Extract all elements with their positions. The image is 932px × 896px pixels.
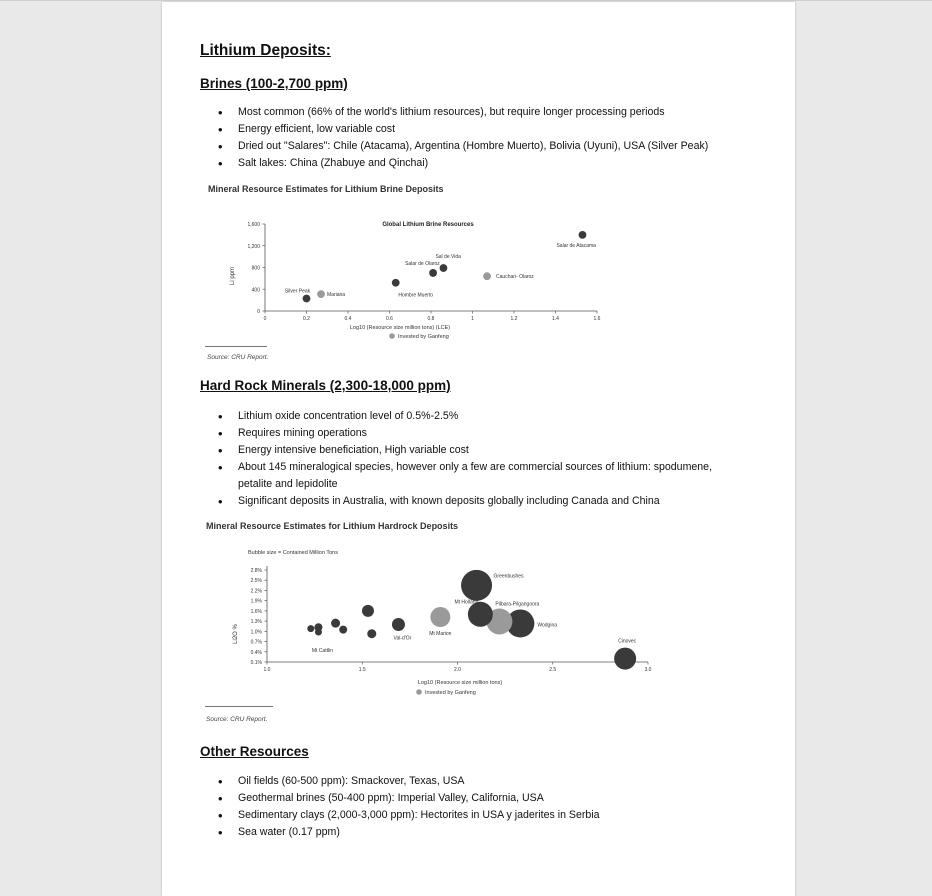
y-tick-label: 1.0%: [250, 629, 262, 636]
data-bubble: [315, 629, 322, 636]
data-label: Sal de Vida: [435, 254, 461, 261]
data-label: Silver Peak: [284, 288, 311, 295]
list-item: • Energy efficient, low variable cost: [200, 121, 708, 138]
y-axis-label: Li2O %: [233, 624, 239, 644]
y-tick-label: 1,200: [247, 243, 260, 250]
x-tick-label: 1.2: [510, 316, 518, 322]
y-tick-label: 1,600: [247, 222, 260, 228]
data-label: Pilbara-Pilgangoora: [495, 601, 540, 608]
window-top-border: [0, 0, 932, 1]
data-label: Hombre Muerto: [398, 292, 434, 299]
x-tick-label: 2.5: [549, 667, 557, 673]
data-bubble: [307, 625, 314, 632]
x-tick-label: 1.5: [358, 667, 366, 673]
data-point: [392, 279, 400, 287]
x-tick-label: 0: [263, 316, 267, 322]
data-label: Salar de Olaroz: [405, 260, 440, 267]
brines-bullet-list: [200, 104, 708, 172]
x-tick-label: 2.0: [454, 667, 461, 673]
other-bullet-list: [200, 773, 600, 841]
data-label: Mt Cattlin: [311, 648, 333, 655]
x-tick-label: 1.0: [263, 667, 271, 673]
hardrock-figure-title: Mineral Resource Estimates for Lithium Hardrock Deposits: [206, 521, 459, 531]
data-bubble: [430, 607, 450, 627]
list-item: • Salt lakes: China (Zhabuye and Qinchai): [200, 155, 708, 172]
data-label: Mt Marion: [429, 631, 452, 638]
x-tick-label: 1.4: [552, 316, 559, 322]
data-point: [303, 295, 311, 303]
list-item: • Lithium oxide concentration level of 0.5%-2.5%: [200, 408, 738, 425]
y-tick-label: 0.4%: [250, 649, 262, 656]
data-point: [579, 231, 587, 239]
chart-title: Global Lithium Brine Resources: [382, 222, 474, 228]
list-item: • Significant deposits in Australia, with known deposits globally including Canada and China: [200, 493, 738, 510]
x-tick-label: 1: [471, 316, 474, 322]
data-label: Mariana: [327, 292, 346, 299]
data-bubble: [392, 618, 405, 631]
legend-label: Invested by Ganfeng: [398, 334, 449, 340]
brine-figure-title: Mineral Resource Estimates for Lithium Brine Deposits: [208, 184, 444, 194]
y-axis-label: Li ppm: [230, 266, 236, 286]
data-point: [429, 269, 437, 277]
x-tick-label: 1.6: [593, 316, 601, 322]
y-tick-label: 0.1%: [250, 660, 262, 666]
data-bubble: [614, 648, 636, 670]
list-item: • Sea water (0.17 ppm): [200, 824, 600, 841]
data-label: Cinovec: [618, 638, 637, 645]
data-point: [483, 272, 491, 280]
hardrock-source-note: Source: CRU Report.: [206, 716, 268, 723]
y-tick-label: 1.3%: [250, 619, 262, 626]
x-tick-label: 3.0: [644, 667, 652, 673]
hardrock-bullet-list: [200, 408, 738, 510]
y-tick-label: 2.2%: [250, 588, 262, 595]
list-item: • Geothermal brines (50-400 ppm): Imperial Valley, California, USA: [200, 790, 600, 807]
x-tick-label: 0.4: [344, 316, 352, 322]
data-bubble: [367, 629, 376, 638]
legend-marker: [389, 333, 395, 339]
data-label: Mt Holland: [454, 599, 479, 606]
source-divider: [205, 706, 273, 707]
list-item: • Energy intensive beneficiation, High variable cost: [200, 442, 738, 459]
data-bubble: [339, 626, 347, 634]
list-item: • Requires mining operations: [200, 425, 738, 442]
data-label: Val-d'Or: [393, 635, 412, 642]
data-bubble: [461, 570, 492, 601]
y-tick-label: 1.9%: [250, 598, 262, 605]
y-tick-label: 1.6%: [250, 608, 262, 615]
hardrock-heading: Hard Rock Minerals (2,300-18,000 ppm): [200, 378, 451, 393]
x-axis-label: Log10 (Resource size million tons) (LCE): [349, 325, 451, 331]
source-divider: [205, 346, 267, 347]
data-label: Cauchari- Olaroz: [496, 274, 534, 281]
brine-source-note: Source: CRU Report.: [207, 354, 269, 361]
document-page: [162, 2, 795, 896]
y-tick-label: 0: [257, 309, 260, 315]
legend-marker: [416, 689, 422, 695]
data-label: Wodgina: [537, 622, 558, 629]
other-resources-heading: Other Resources: [200, 744, 309, 759]
data-bubble: [331, 619, 340, 628]
legend-label: Invested by Ganfeng: [425, 690, 476, 696]
brines-heading: Brines (100-2,700 ppm): [200, 76, 348, 91]
y-tick-label: 0.7%: [250, 639, 262, 646]
data-label: Salar de Atacama: [556, 242, 596, 249]
x-tick-label: 0.8: [427, 316, 435, 322]
y-tick-label: 400: [251, 287, 260, 294]
brine-scatter-chart: [220, 214, 610, 346]
x-tick-label: 0.2: [303, 316, 310, 322]
list-item: • Most common (66% of the world's lithium resources), but require longer processing periods: [200, 104, 708, 121]
list-item: • Sedimentary clays (2,000-3,000 ppm): Hectorites in USA y jaderites in Serbia: [200, 807, 600, 824]
hardrock-bubble-chart: [228, 544, 672, 704]
data-label: Greenbushes: [493, 573, 524, 580]
data-bubble: [362, 605, 374, 617]
y-tick-label: 2.5%: [250, 578, 262, 585]
y-tick-label: 800: [251, 265, 260, 272]
document-title: Lithium Deposits:: [200, 42, 331, 59]
list-item: • About 145 mineralogical species, however only a few are commercial sources of lithium: spodumene, petalite and lepidolite: [200, 459, 738, 493]
data-bubble: [468, 602, 493, 627]
chart-subtitle: Bubble size = Contained Million Tons: [248, 550, 338, 556]
y-tick-label: 2.8%: [250, 568, 262, 574]
data-point: [317, 290, 325, 298]
data-point: [440, 264, 448, 272]
x-axis-label: Log10 (Resource size million tons): [417, 680, 503, 686]
x-tick-label: 0.6: [386, 316, 393, 322]
list-item: • Oil fields (60-500 ppm): Smackover, Texas, USA: [200, 773, 600, 790]
list-item: • Dried out "Salares": Chile (Atacama), Argentina (Hombre Muerto), Bolivia (Uyuni), USA (Silver Peak): [200, 138, 708, 155]
